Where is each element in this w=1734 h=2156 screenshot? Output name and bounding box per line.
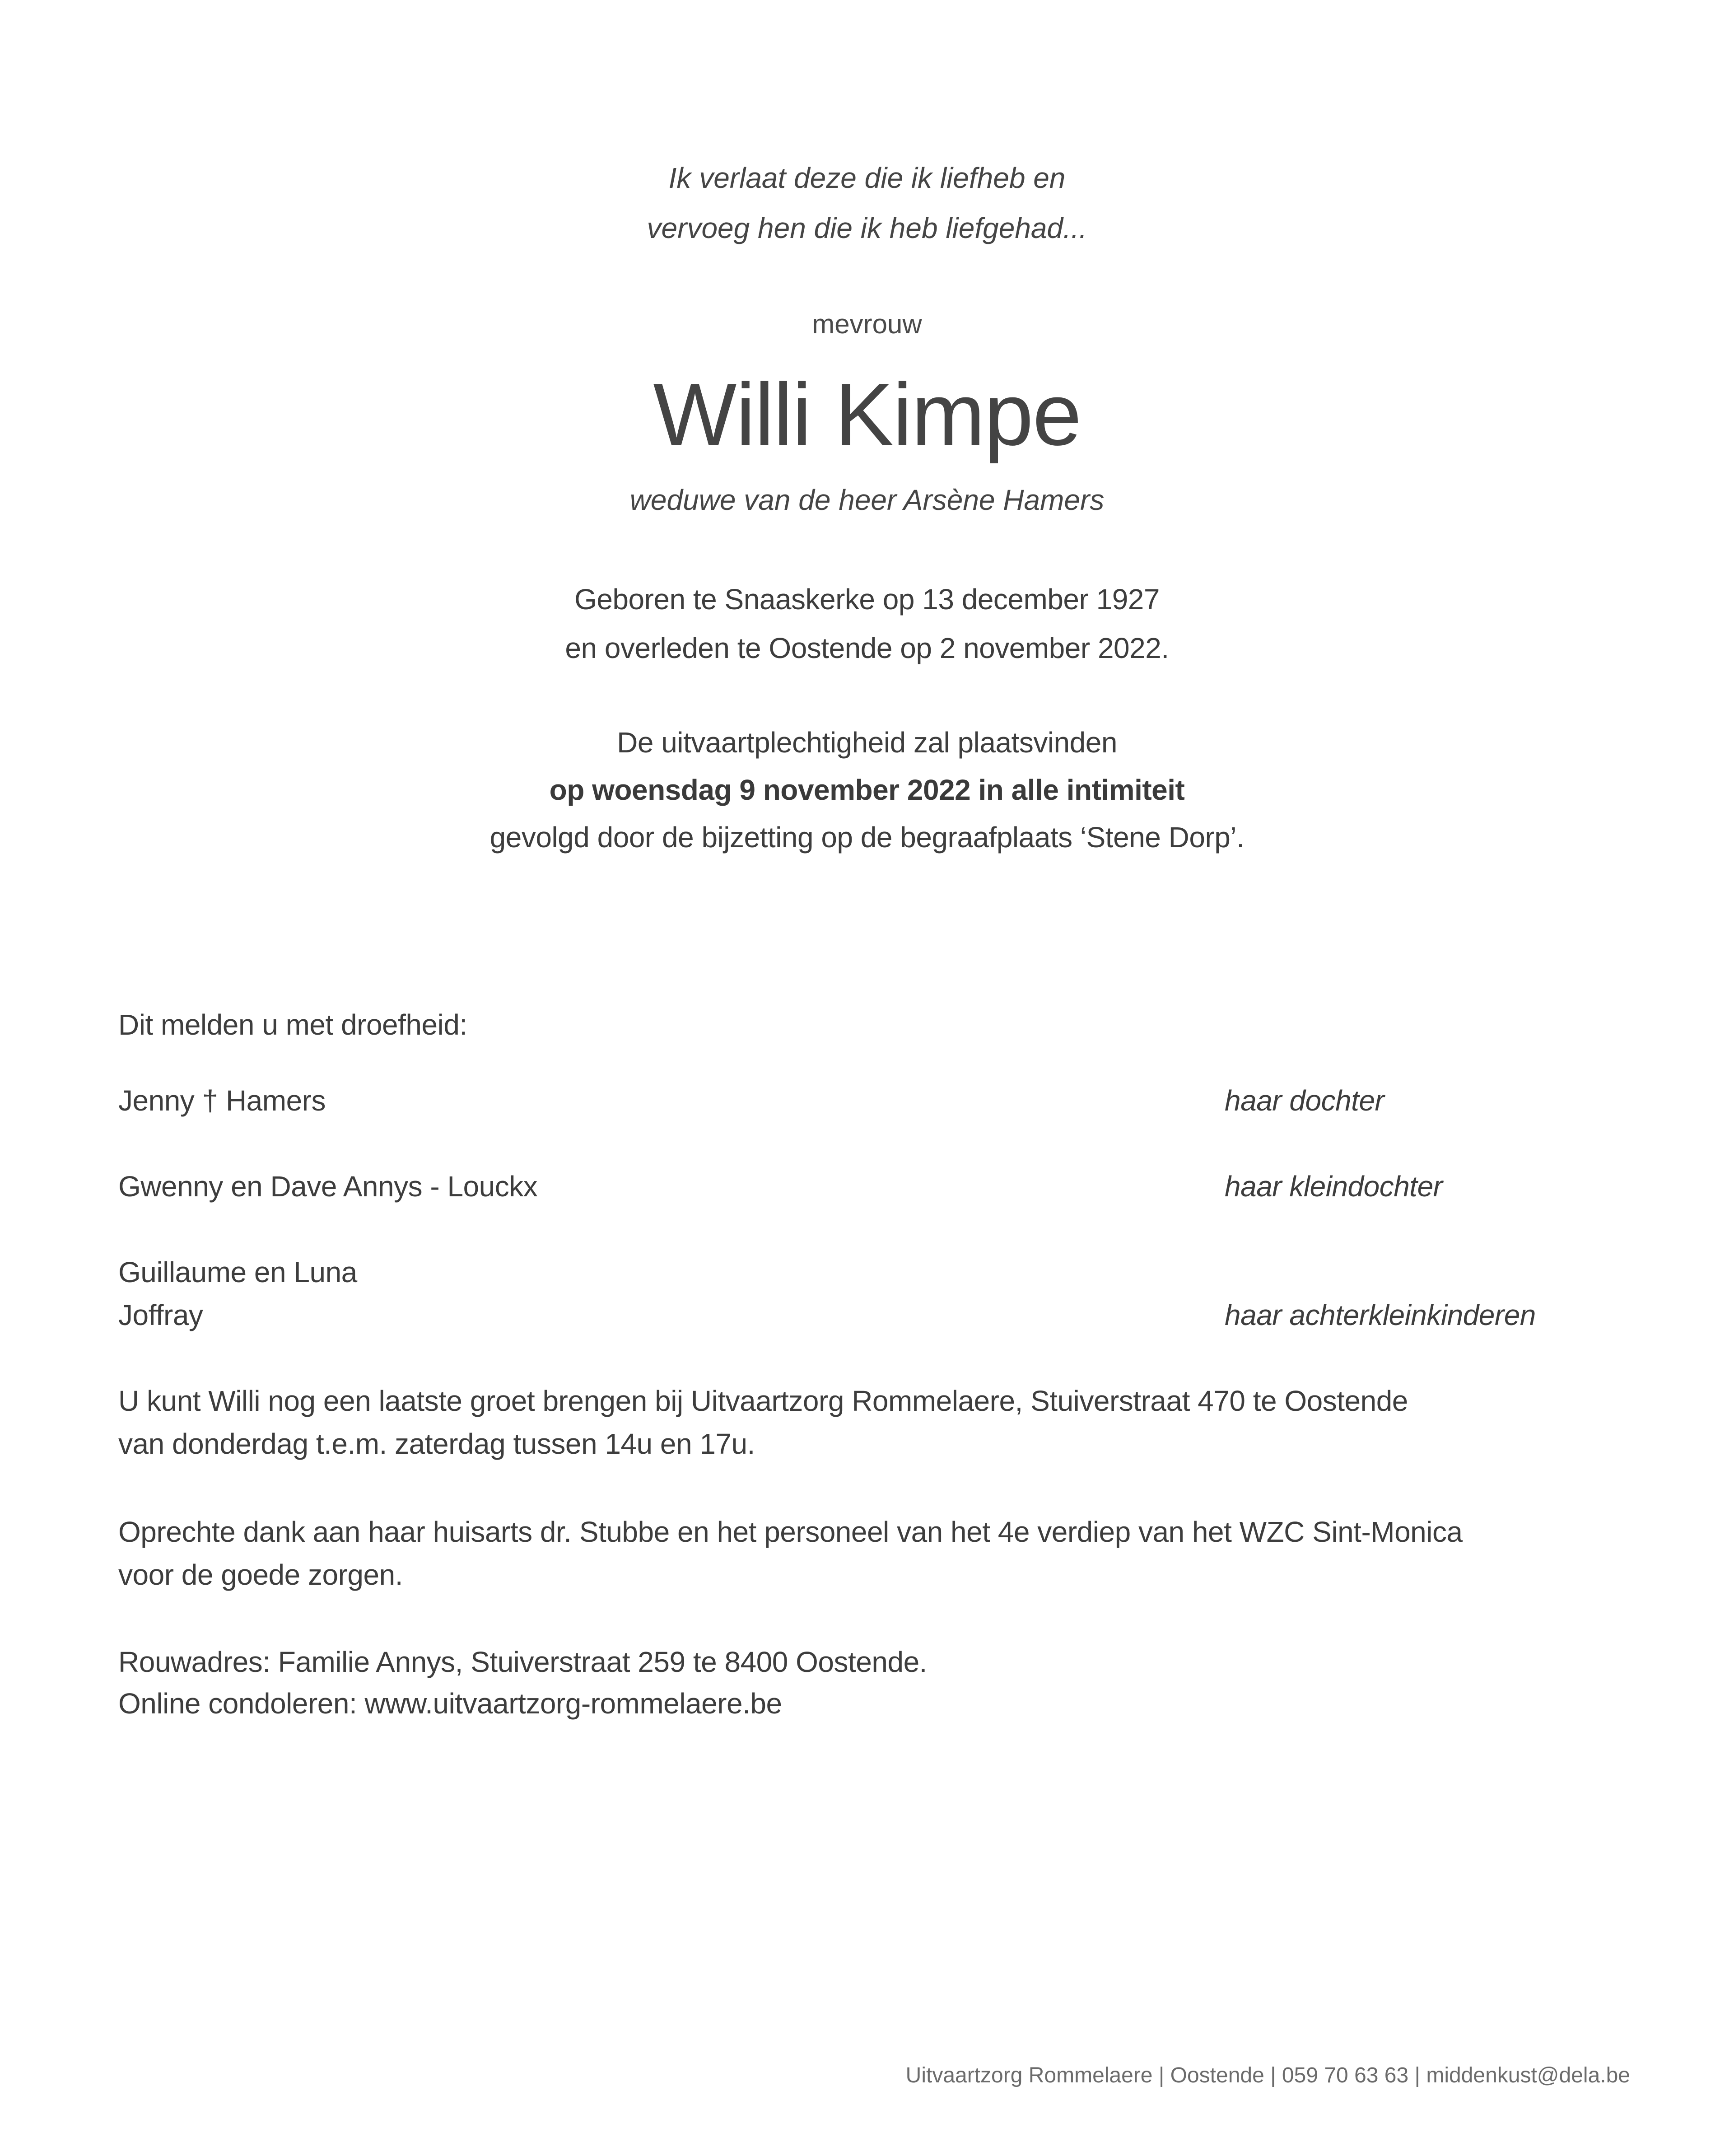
thanks-line-1: Oprechte dank aan haar huisarts dr. Stubbe en het personeel van het 4e verdiep van het WZC Sint-Monica [118,1516,1463,1548]
thanks-line-2: voor de goede zorgen. [118,1559,403,1591]
relation-line: weduwe van de heer Arsène Hamers [629,484,1105,516]
mourning-address: Rouwadres: Familie Annys, Stuiverstraat 259 te 8400 Oostende. [118,1646,927,1678]
online-condolences[interactable]: Online condoleren: www.uitvaartzorg-rommelaere.be [118,1687,782,1720]
family-names: Joffray [118,1299,203,1331]
footer-contact: Uitvaartzorg Rommelaere | Oostende | 059 70 63 63 | middenkust@dela.be [905,2063,1630,2087]
deceased-name: Willi Kimpe [653,365,1081,464]
family-relation: haar kleindochter [1225,1170,1443,1203]
family-names: Gwenny en Dave Annys - Louckx [118,1170,538,1203]
died-line: en overleden te Oostende op 2 november 2022. [565,632,1169,664]
quote-line-2: vervoeg hen die ik heb liefgehad... [647,212,1087,244]
visitation-line-2: van donderdag t.e.m. zaterdag tussen 14u en 17u. [118,1428,755,1460]
family-names: Jenny † Hamers [118,1084,326,1117]
funeral-line-1: De uitvaartplechtigheid zal plaatsvinden [617,726,1117,759]
born-line: Geboren te Snaaskerke op 13 december 1927 [574,583,1160,616]
honorific: mevrouw [812,309,922,339]
visitation-line-1: U kunt Willi nog een laatste groet brengen bij Uitvaartzorg Rommelaere, Stuiverstraat 470 te Oostende [118,1385,1408,1417]
family-relation: haar dochter [1225,1084,1384,1117]
family-names: Guillaume en Luna [118,1256,357,1288]
announcers-intro: Dit melden u met droefheid: [118,1008,467,1041]
quote-line-1: Ik verlaat deze die ik liefheb en [668,162,1066,194]
funeral-date-line: op woensdag 9 november 2022 in alle intimiteit [549,774,1185,806]
funeral-line-3: gevolgd door de bijzetting op de begraafplaats ‘Stene Dorp’. [489,821,1245,854]
family-relation: haar achterkleinkinderen [1225,1299,1536,1331]
